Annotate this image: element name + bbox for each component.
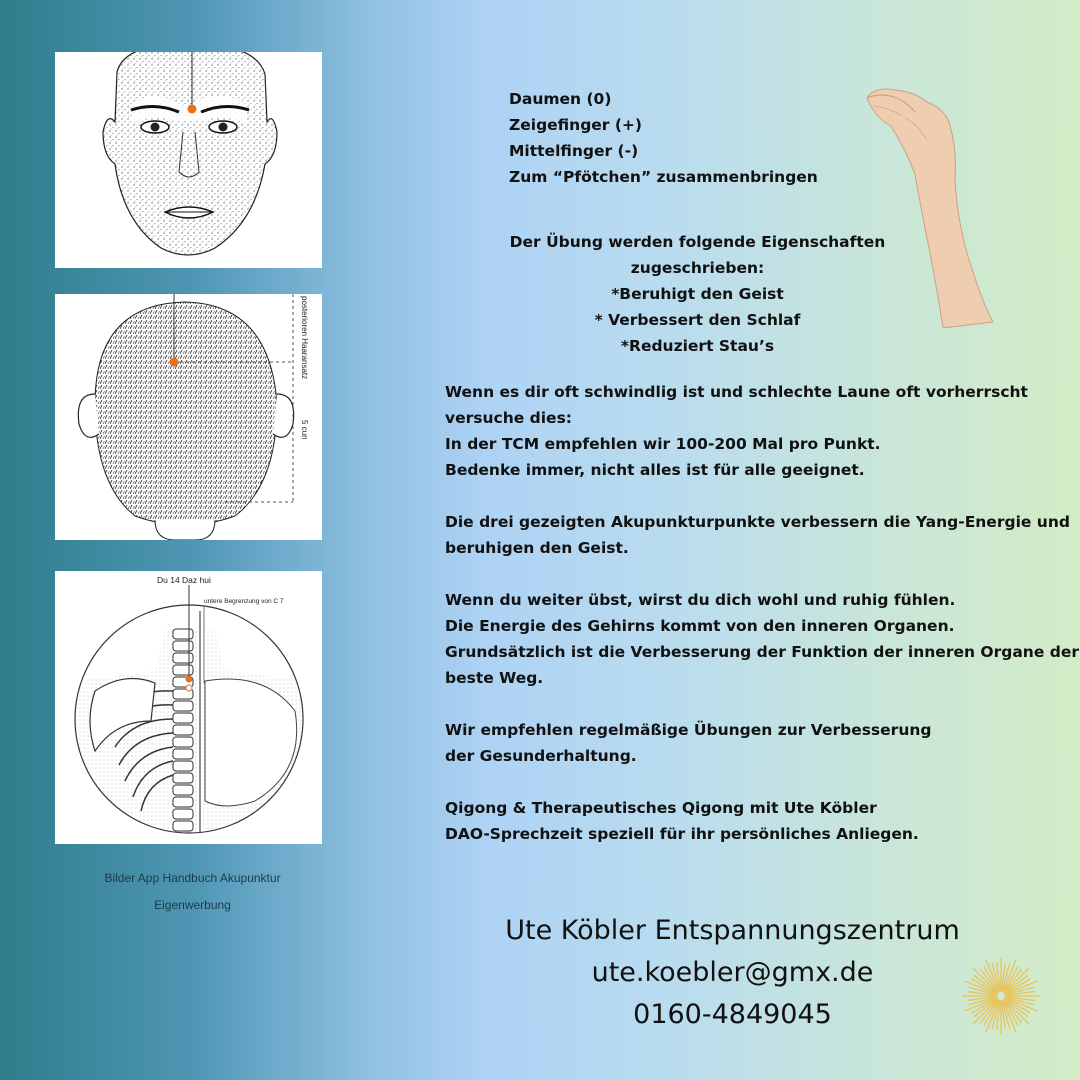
text-line: versuche dies: xyxy=(445,409,572,427)
yintang-acupoint-marker xyxy=(188,105,197,114)
head-drawing xyxy=(55,294,322,540)
sun-burst-icon xyxy=(960,955,1042,1037)
property-item: *Beruhigt den Geist xyxy=(611,285,784,303)
paragraph-dizziness xyxy=(445,379,1075,483)
contact-block xyxy=(470,910,995,1036)
c7-boundary-label: untere Begrenzung von C 7 xyxy=(204,598,284,605)
cun-label: 5 cun xyxy=(300,420,309,440)
image-credit-2: Eigenwerbung xyxy=(154,898,231,912)
instruction-line: Zum “Pfötchen” zusammenbringen xyxy=(509,168,818,186)
text-line: Wir empfehlen regelmäßige Übungen zur Verbesserung xyxy=(445,721,932,739)
property-item: *Reduziert Stau’s xyxy=(620,337,775,355)
email-address[interactable]: ute.koebler@gmx.de xyxy=(591,957,874,988)
instruction-line: Zeigefinger (+) xyxy=(509,116,642,134)
business-name: Ute Köbler Entspannungszentrum xyxy=(505,915,960,946)
text-line: der Gesunderhaltung. xyxy=(445,747,637,765)
text-line: Wenn es dir oft schwindlig ist und schlechte Laune oft vorherrscht xyxy=(445,383,1028,401)
text-line: Grundsätzlich ist die Verbesserung der Funktion der inneren Organe der xyxy=(445,643,1079,661)
properties-intro: zugeschrieben: xyxy=(630,259,765,277)
instruction-line: Mittelfinger (-) xyxy=(509,142,639,160)
text-line: beruhigen den Geist. xyxy=(445,539,629,557)
exercise-properties xyxy=(485,229,910,359)
baihui-acupoint-marker xyxy=(170,358,179,367)
text-line: Die Energie des Gehirns kommt von den inneren Organen. xyxy=(445,617,955,635)
neck-acupoint-illustration xyxy=(55,571,322,844)
face-drawing xyxy=(55,52,322,268)
du14-label: Du 14 Daz hui xyxy=(157,575,211,585)
text-line: Qigong & Therapeutisches Qigong mit Ute Köbler xyxy=(445,799,877,817)
paragraph-recommendation xyxy=(445,717,1075,769)
neck-drawing xyxy=(55,571,322,844)
text-line: beste Weg. xyxy=(445,669,544,687)
property-item: * Verbessert den Schlaf xyxy=(594,311,801,329)
paragraph-qigong xyxy=(445,795,1075,847)
body-text xyxy=(445,379,1079,873)
dazhui-acupoint-marker xyxy=(186,676,193,683)
properties-intro: Der Übung werden folgende Eigenschaften xyxy=(509,233,886,251)
text-line: Die drei gezeigten Akupunkturpunkte verbessern die Yang-Energie und xyxy=(445,513,1070,531)
paragraph-yang-energy xyxy=(445,509,1075,561)
face-acupoint-illustration xyxy=(55,52,322,268)
finger-instructions xyxy=(509,86,818,190)
text-line: In der TCM empfehlen wir 100-200 Mal pro Punkt. xyxy=(445,435,881,453)
text-line: Bedenke immer, nicht alles ist für alle geeignet. xyxy=(445,461,865,479)
image-credit: Bilder App Handbuch Akupunktur xyxy=(104,871,281,885)
text-line: DAO-Sprechzeit speziell für ihr persönliches Anliegen. xyxy=(445,825,919,843)
hairline-label: posterioren Haaransatz xyxy=(300,296,309,380)
text-line: Wenn du weiter übst, wirst du dich wohl und ruhig fühlen. xyxy=(445,591,956,609)
phone-number[interactable]: 0160-4849045 xyxy=(633,999,832,1030)
instruction-line: Daumen (0) xyxy=(509,90,612,108)
head-acupoint-illustration xyxy=(55,294,322,540)
paragraph-organs xyxy=(445,587,1079,691)
